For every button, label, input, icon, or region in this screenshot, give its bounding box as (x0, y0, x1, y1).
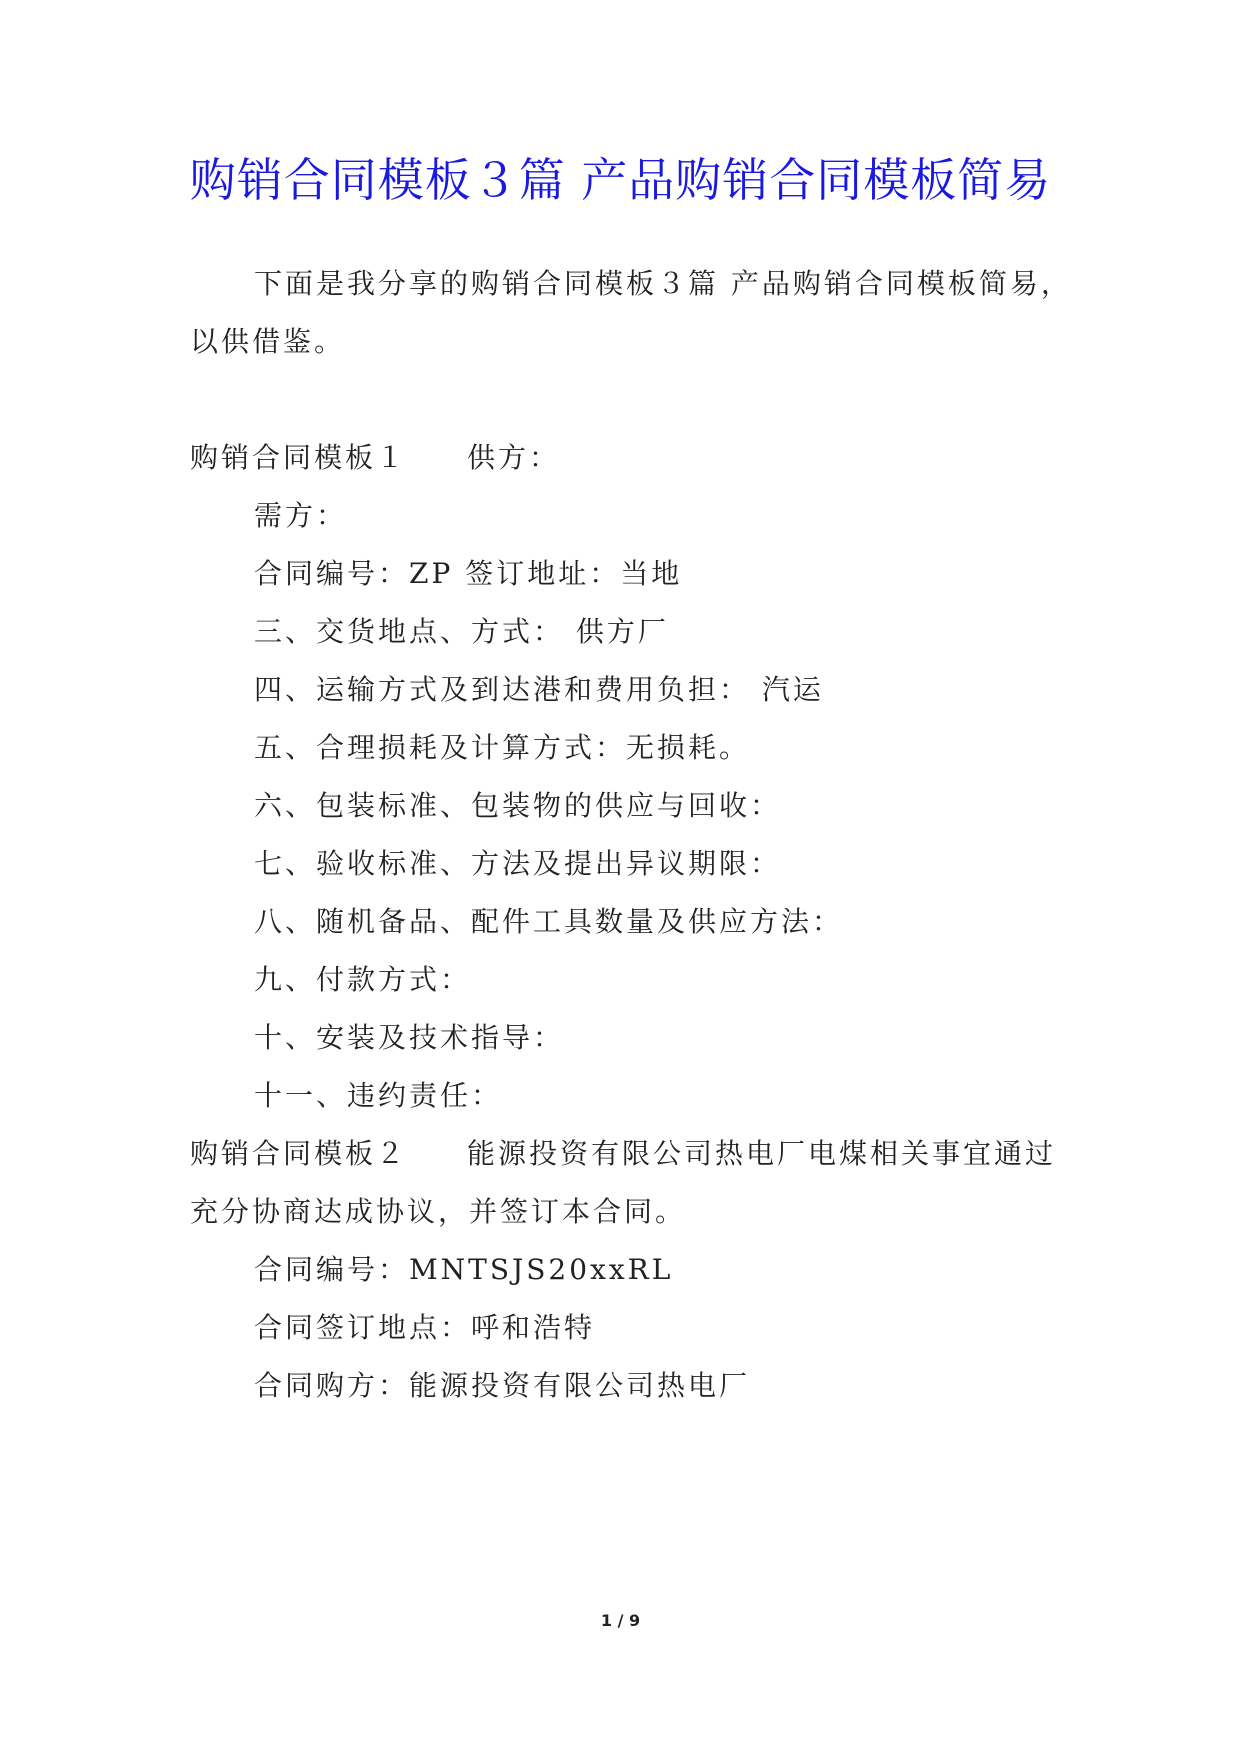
template1-contract-no: 合同编号：ZP 签订地址：当地 (254, 557, 683, 590)
template1-item-11: 十一、违约责任： (254, 1079, 503, 1112)
template1-heading-line (190, 440, 560, 476)
template1-item-7: 七、验收标准、方法及提出异议期限： (254, 847, 782, 880)
template1-buyer: 需方： (254, 499, 348, 532)
template2-intro-line-2: 充分协商达成协议，并签订本合同。 (190, 1195, 687, 1228)
page-number: 1 / 9 (600, 1611, 641, 1630)
template1-item-3: 三、交货地点、方式： 供方厂 (254, 615, 669, 648)
template1-item-10: 十、安装及技术指导： (254, 1021, 565, 1054)
template1-item-4: 四、运输方式及到达港和费用负担： 汽运 (254, 673, 824, 706)
template2-heading-line (190, 1136, 1056, 1172)
template2-heading: 购销合同模板２ (190, 1137, 408, 1170)
template1-heading: 购销合同模板１ (190, 441, 408, 474)
template1-item-6: 六、包装标准、包装物的供应与回收： (254, 789, 782, 822)
document-title: 购销合同模板３篇 产品购销合同模板简易 (189, 153, 1052, 207)
intro-line-1: 下面是我分享的购销合同模板３篇 产品购销合同模板简易， (254, 267, 1072, 300)
template1-supplier: 供方： (467, 441, 561, 474)
template1-item-5: 五、合理损耗及计算方式：无损耗。 (254, 731, 751, 764)
template2-sign-place: 合同签订地点：呼和浩特 (254, 1311, 596, 1344)
template1-item-8: 八、随机备品、配件工具数量及供应方法： (254, 905, 844, 938)
template2-contract-no: 合同编号：MNTSJS20xxRL (254, 1253, 674, 1286)
intro-line-2: 以供借鉴。 (190, 325, 346, 358)
template1-item-9: 九、付款方式： (254, 963, 472, 996)
template2-intro-line-1: 能源投资有限公司热电厂电煤相关事宜通过 (467, 1137, 1057, 1170)
template2-buyer: 合同购方：能源投资有限公司热电厂 (254, 1369, 751, 1402)
